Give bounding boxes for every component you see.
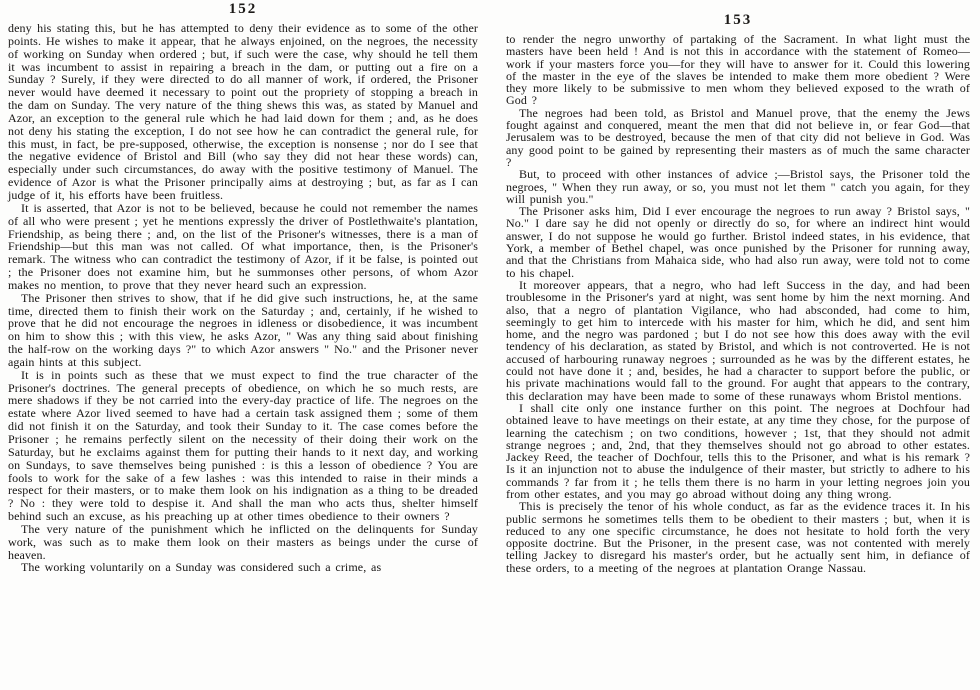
paragraph: The Prisoner asks him, Did I ever encourage the negroes to run away ? Bristol says, " No." I dare say he did not openly or directly do so, for where an indirect hint would answer, I do not suppose he would go further. Bristol indeed states, in his evidence, that York, a member of Bethel chapel, was once punished by the Prisoner for running away, and that the Christians from Mahaica side, who had also run away, were told not to come to his chapel.: [506, 204, 970, 280]
page-number-right: 153: [723, 12, 753, 28]
paragraph: It is asserted, that Azor is not to be believed, because he could not remember the names of all who were present ; yet he mentions expressly the driver of Postlethwaite's plantation, Friendship, as being there ; and, on the list of the Prisoner's witnesses, there is a man of Friendship—but this man was not called. Of what importance, then, is the Prisoner's remark. The witness who can contradict the testimony of Azor, if it be false, is pointed out ; the Prisoner does not examine him, but he summonses other persons, of whom Azor makes no mention, to prove that they never heard such an expression.: [8, 200, 478, 292]
paragraph: It is in points such as these that we must expect to find the true character of the Prisoner's doctrines. The general precepts of obedience, on which he so much rests, are mere shadows if they be not carried into the every-day practice of life. The negroes on the estate where Azor lived seemed to have had a certain task assigned them ; some of them did not finish it on the Saturday, and took their Sunday to it. The case comes before the Prisoner ; he remains perfectly silent on the necessity of their doing their work on the Saturday, but he exclaims against them for putting their hands to it next day, and working on Sundays, to save themselves being punished : is this a lesson of obedience ? You are fools to work for the sake of a few lashes : was this intended to raise in their minds a respect for their masters, or to make them look on his indignation as a thing to be dreaded ? No : they were told to despise it. And shall the man who acts thus, shelter himself behind such an excuse, as his preaching up at other times obedience to their owners ?: [8, 367, 478, 524]
paragraph: The very nature of the punishment which he inflicted on the delinquents for Sunday work, was such as to make them look on their masters as beings under the curse of heaven.: [8, 521, 478, 562]
paragraph: I shall cite only one instance further on this point. The negroes at Dochfour had obtained leave to have meetings on their estate, at any time they chose, for the purpose of learning the catechism ; on two conditions, however ; 1st, that they should not admit strange negroes ; and, 2nd, that they themselves should not go abroad to other estates. Jackey Reed, the teacher of Dochfour, tells this to the Prisoner, and what is his remark ? Is it an injunction not to abuse the indulgence of their master, but strictly to adhere to his commands ? far from it ; he tells them there is no harm in your letting negroes join you from other estates, and you may go abroad without doing any thing wrong.: [506, 400, 970, 501]
page-152-text: [8, 22, 478, 574]
page-number-left: 152: [228, 1, 258, 17]
paragraph: This is precisely the tenor of his whole conduct, as far as the evidence traces it. In his public sermons he sometimes tells them to be obedient to their masters ; but, when it is reduced to any one specific circumstance, he does not hesitate to hold forth the very opposite doctrine. But the Prisoner, in the present case, was not contented with merely telling Jackey to disregard his master's order, but he actually sent him, in defiance of these orders, to a meeting of the negroes at plantation Orange Nassau.: [506, 499, 970, 575]
page-153: [490, 0, 980, 690]
paragraph: But, to proceed with other instances of advice ;—Bristol says, the Prisoner told the negroes, " When they run away, or so, you must not let them " catch you again, for they will punish you.": [506, 167, 970, 206]
paragraph: deny his stating this, but he has attempted to deny their evidence as to some of the other points. He wishes to make it appear, that he always enjoined, on the negroes, the necessity of working on Sunday when ordered ; but, if such were the case, why should he tell them it was incumbent to assist in repairing a breach in the dam, or putting out a fire on a Sunday ? Surely, if they were directed to do all manner of work, if ordered, the Prisoner never would have deemed it necessary to point out the propriety of stopping a breach in the dam on Sunday. The very nature of the thing shews this was, as stated by Manuel and Azor, an exception to the general rule which he had laid down for them ; and, as he does not deny his stating the exception, I do not see how he can contradict the general rule, for this must, in fact, be pre-supposed, otherwise, the exception is nonsense ; nor do I see that the negative evidence of Bristol and Bill (who say they did not hear these words) can, especially under such circumstances, do away with the positive testimony of Manuel. The evidence of Azor is what the Prisoner principally aims at destroying ; but, as far as I can judge of it, his efforts have been fruitless.: [8, 21, 478, 202]
paragraph: The negroes had been told, as Bristol and Manuel prove, that the enemy the Jews fought against and conquered, meant the men that did not believe in, or fear God—that Jerusalem was to be destroyed, because the men of that city did not believe in God. Was any good point to be gained by representing their masters as of much the same character ?: [506, 105, 970, 169]
paragraph: It moreover appears, that a negro, who had left Success in the day, and had been troublesome in the Prisoner's yard at night, was sent home by him the next morning. And also, that a negro of plantation Vigilance, who had absconded, had come to him, seemingly to get him to intercede with his master for him, which he did, and sent him home, and the negro was pardoned ; but I do not see how this does away with the evil tendency of his declaration, as stated by Bristol, and which is not controverted. He is not accused of harbouring runaway negroes ; surrounded as he was by the different estates, he could not have done it ; and, besides, he had a character to support before the public, or his private machinations would fall to the ground. For aught that appears to the contrary, this declaration may have been made to some of these runaways whom Bristol mentions.: [506, 277, 970, 403]
paragraph: The Prisoner then strives to show, that if he did give such instructions, he, at the same time, directed them to finish their work on the Saturday ; and, certainly, if he wished to prove that he did not encourage the negroes in idleness or disobedience, it was incumbent on him to show this ; with this view, he asks Azor, " Was any thing said about finishing the half-row on the working days ?" to which Azor answers " No." and the Prisoner never again hints at this subject.: [8, 290, 478, 369]
page-153-text: [506, 33, 970, 574]
paragraph: The working voluntarily on a Sunday was considered such a crime, as: [21, 560, 382, 575]
paragraph: to render the negro unworthy of partaking of the Sacrament. In what light must the masters have been held ! And is not this in accordance with the statement of Romeo—work if your masters force you—for they will have to answer for it. Could this lowering of the master in the eye of the slaves be intended to make them more obedient ? Were they more likely to be submissive to men whom they believed exposed to the wrath of God ?: [506, 32, 970, 108]
